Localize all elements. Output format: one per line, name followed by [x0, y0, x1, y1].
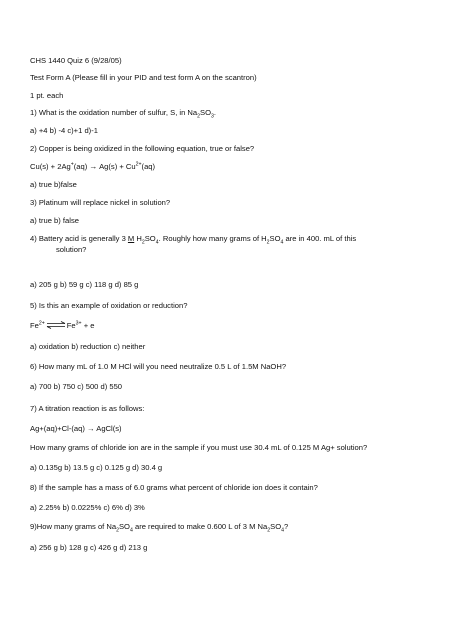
quiz-title: CHS 1440 Quiz 6 (9/28/05): [30, 56, 122, 65]
question-8-answers: a) 2.25% b) 0.0225% c) 6% d) 3%: [30, 503, 145, 512]
points-note: 1 pt. each: [30, 91, 64, 100]
question-9-answers: a) 256 g b) 128 g c) 426 g d) 213 g: [30, 543, 148, 552]
question-7-answers: a) 0.135g b) 13.5 g c) 0.125 g d) 30.4 g: [30, 463, 163, 472]
question-4: 4) Battery acid is generally 3 M $H_2SO_4$. Roughly how many grams of $H_2SO_4$ are in 400. mL of this: [30, 234, 357, 246]
question-5-answers: a) oxidation b) reduction c) neither: [30, 342, 146, 351]
question-1: 1) What is the oxidation number of sulfur, S, in $Na_2SO_3$.: [30, 108, 217, 120]
question-2-answers: a) true b)false: [30, 180, 77, 189]
question-5-equation: $Fe^{2+}$ $Fe^{3+} + e$: [30, 320, 95, 330]
instructions: Test Form A (Please fill in your PID and test form A on the scantron): [30, 73, 257, 82]
question-2: 2) Copper is being oxidized in the following equation, true or false?: [30, 144, 255, 153]
right-arrow-icon: →: [89, 162, 98, 171]
question-6-answers: a) 700 b) 750 c) 500 d) 550: [30, 382, 123, 391]
question-7-followup: How many grams of chloride ion are in the sample if you must use 30.4 mL of 0.125 M Ag+ solution?: [30, 443, 368, 452]
question-9: 9)How many grams of $Na_2SO_4$ are required to make 0.600 L of 3 M $Na_2SO_4$?: [30, 522, 289, 534]
question-1-answers: a) +4 b) -4 c)+1 d)-1: [30, 126, 98, 135]
question-3: 3) Platinum will replace nickel in solution?: [30, 198, 171, 207]
question-2-equation: $Cu(s) + 2Ag^+(aq) \to Ag(s) + Cu^{2+}(aq)$: [30, 161, 156, 171]
question-4-continued: solution?: [56, 245, 87, 254]
equilibrium-arrow-icon: [46, 321, 66, 329]
question-4-answers: a) 205 g b) 59 g c) 118 g d) 85 g: [30, 280, 139, 289]
question-3-answers: a) true b) false: [30, 216, 79, 225]
question-7-equation: Ag+(aq)+Cl-(aq) → AgCl(s): [30, 424, 122, 433]
question-5: 5) Is this an example of oxidation or reduction?: [30, 301, 188, 310]
question-7: 7) A titration reaction is as follows:: [30, 404, 145, 413]
question-6: 6) How many mL of 1.0 M HCl will you need neutralize 0.5 L of 1.5M NaOH?: [30, 362, 287, 371]
question-8: 8) If the sample has a mass of 6.0 grams what percent of chloride ion does it contain?: [30, 483, 318, 492]
